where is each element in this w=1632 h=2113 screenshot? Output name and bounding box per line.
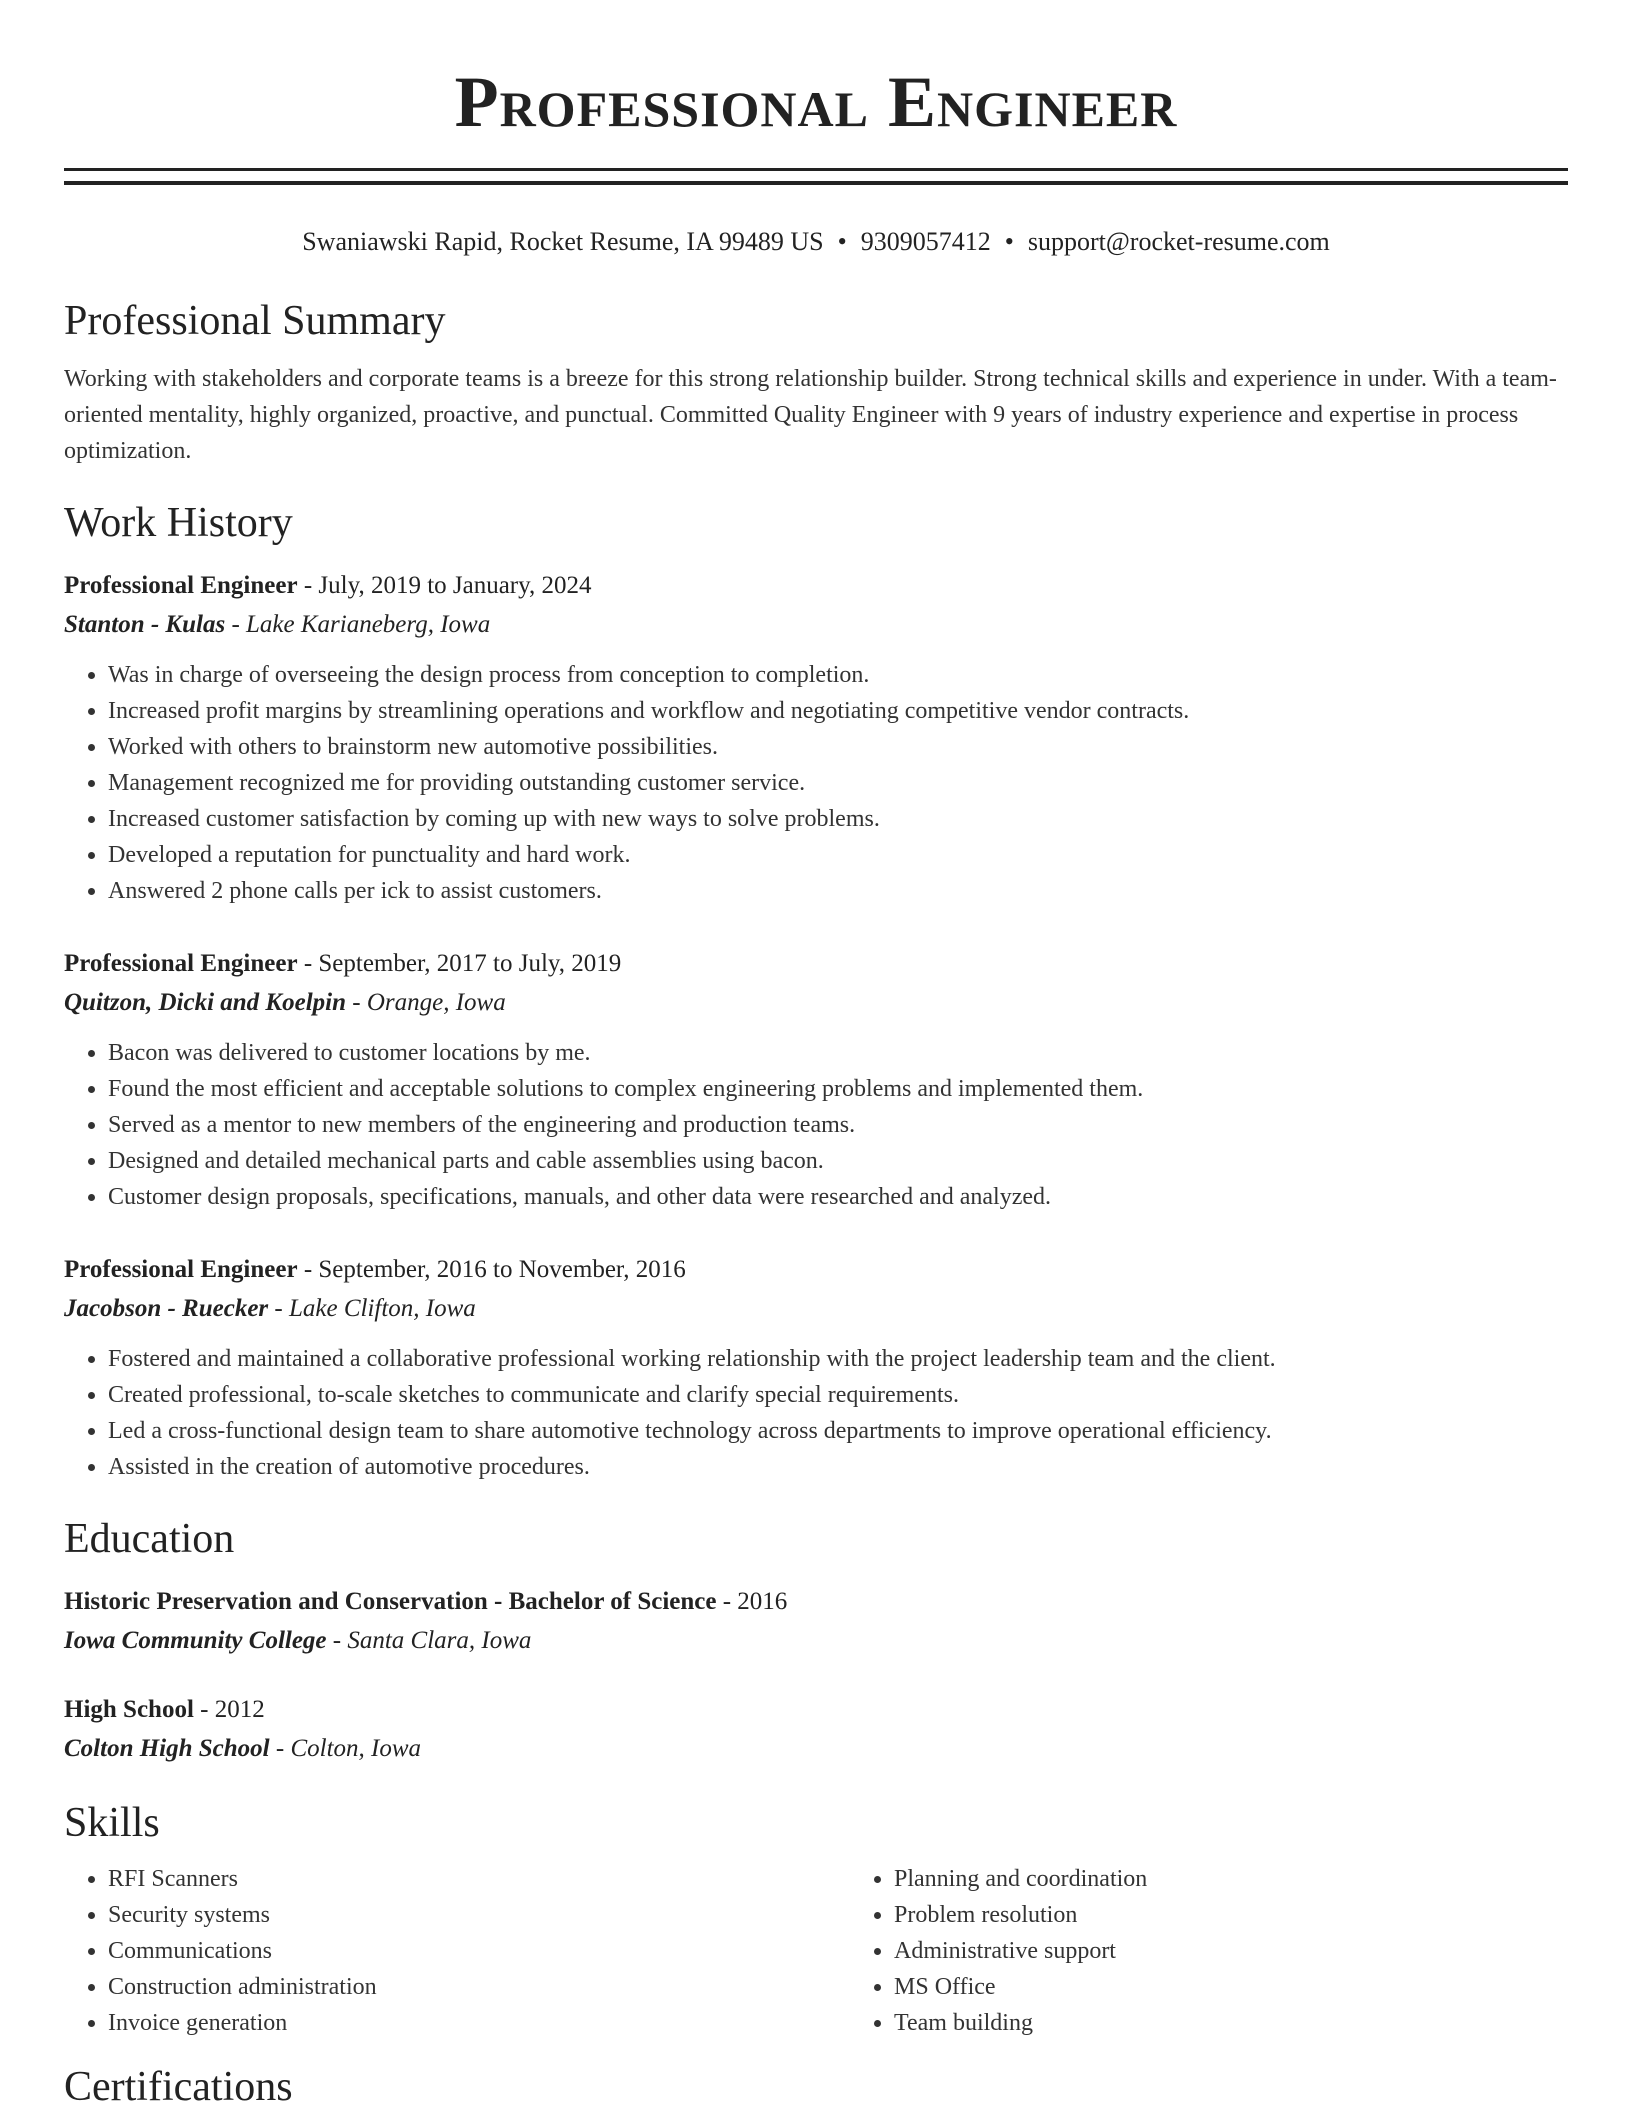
- job-bullet: • Created professional, to-scale sketches to communicate and clarify special requirements.: [108, 1377, 1568, 1413]
- skill-item: • Invoice generation: [108, 2005, 850, 2041]
- job-bullet: • Served as a mentor to new members of the engineering and production teams.: [108, 1107, 1568, 1143]
- education-school-line: [64, 1621, 1568, 1661]
- job-entry: [64, 1251, 1568, 1485]
- skill-item: • RFI Scanners: [108, 1861, 850, 1897]
- job-location: - Lake Karianeberg, Iowa: [225, 611, 491, 638]
- job-bullet: • Fostered and maintained a collaborative professional working relationship with the project leadership team and the client.: [108, 1341, 1568, 1377]
- skill-item: • Problem resolution: [894, 1897, 1568, 1933]
- job-bullet: • Developed a reputation for punctuality and hard work.: [108, 837, 1568, 873]
- education-year: - 2012: [193, 1696, 265, 1723]
- education-heading: Education: [64, 1516, 235, 1562]
- skills-columns: [64, 1861, 1568, 2041]
- contact-separator: •: [1004, 227, 1014, 256]
- education-entry: [64, 1691, 1568, 1769]
- contact-phone: 9309057412: [860, 227, 991, 256]
- resume-name: Professional Engineer: [454, 62, 1178, 142]
- summary-text: Working with stakeholders and corporate teams is a breeze for this strong relationship builder. Strong technical skills and experience in under. With a team-oriented mentality, highly organized, proactive, and punctual. Committed Quality Engineer with 9 years of industry experience and expertise in process optimization.: [64, 366, 1557, 464]
- education-header: [64, 1583, 1568, 1621]
- education-degree: Historic Preservation and Conservation - Bachelor of Science: [64, 1588, 717, 1615]
- skill-item: • Construction administration: [108, 1969, 850, 2005]
- job-employer: [64, 605, 1568, 645]
- job-bullet: • Worked with others to brainstorm new automotive possibilities.: [108, 729, 1568, 765]
- job-employer: [64, 983, 1568, 1023]
- job-bullet: • Management recognized me for providing outstanding customer service.: [108, 765, 1568, 801]
- job-dates: - July, 2019 to January, 2024: [297, 572, 592, 599]
- job-dates: - September, 2016 to November, 2016: [297, 1256, 686, 1283]
- education-school: Colton High School: [64, 1735, 270, 1762]
- skill-item: • Administrative support: [894, 1933, 1568, 1969]
- skill-item: • Communications: [108, 1933, 850, 1969]
- skills-list-right: [850, 1861, 1568, 2041]
- skill-item: • Security systems: [108, 1897, 850, 1933]
- job-entry: [64, 945, 1568, 1215]
- job-bullet: • Customer design proposals, specifications, manuals, and other data were researched and analyzed.: [108, 1179, 1568, 1215]
- job-bullet: • Assisted in the creation of automotive procedures.: [108, 1449, 1568, 1485]
- education-year: - 2016: [716, 1588, 788, 1615]
- contact-line: [64, 225, 1568, 259]
- education-header: [64, 1691, 1568, 1729]
- education-location: - Colton, Iowa: [269, 1735, 422, 1762]
- job-header: [64, 1251, 1568, 1289]
- job-bullet: • Increased profit margins by streamlining operations and workflow and negotiating competitive vendor contracts.: [108, 693, 1568, 729]
- job-role: Professional Engineer: [64, 1256, 298, 1283]
- job-bullet-list: [64, 1035, 1568, 1215]
- job-bullet: • Increased customer satisfaction by coming up with new ways to solve problems.: [108, 801, 1568, 837]
- header-double-rule: [64, 168, 1568, 185]
- job-dates: - September, 2017 to July, 2019: [297, 950, 622, 977]
- education-degree: High School: [64, 1696, 194, 1723]
- job-role: Professional Engineer: [64, 950, 298, 977]
- education-school: Iowa Community College: [64, 1627, 327, 1654]
- job-location: - Orange, Iowa: [346, 989, 506, 1016]
- job-company: Quitzon, Dicki and Koelpin: [64, 989, 346, 1016]
- skill-item: • Team building: [894, 2005, 1568, 2041]
- education-location: - Santa Clara, Iowa: [326, 1627, 532, 1654]
- work-history-heading: Work History: [64, 500, 293, 546]
- skill-item: • MS Office: [894, 1969, 1568, 2005]
- job-bullet: • Found the most efficient and acceptable solutions to complex engineering problems and implemented them.: [108, 1071, 1568, 1107]
- skill-item: • Planning and coordination: [894, 1861, 1568, 1897]
- job-company: Stanton - Kulas: [64, 611, 226, 638]
- contact-email: support@rocket-resume.com: [1027, 227, 1330, 256]
- job-employer: [64, 1289, 1568, 1329]
- contact-separator: •: [837, 227, 847, 256]
- skills-heading: Skills: [64, 1800, 160, 1846]
- job-bullet: • Designed and detailed mechanical parts and cable assemblies using bacon.: [108, 1143, 1568, 1179]
- job-header: [64, 567, 1568, 605]
- resume-page: [64, 0, 1568, 2113]
- job-bullet-list: [64, 1341, 1568, 1485]
- job-header: [64, 945, 1568, 983]
- job-location: - Lake Clifton, Iowa: [268, 1295, 476, 1322]
- job-bullet: • Was in charge of overseeing the design process from conception to completion.: [108, 657, 1568, 693]
- job-company: Jacobson - Ruecker: [64, 1295, 269, 1322]
- job-bullet: • Led a cross-functional design team to share automotive technology across departments to improve operational efficiency.: [108, 1413, 1568, 1449]
- skills-list-left: [64, 1861, 850, 2041]
- job-bullet: • Bacon was delivered to customer locations by me.: [108, 1035, 1568, 1071]
- summary-heading: Professional Summary: [64, 298, 446, 344]
- contact-address: Swaniawski Rapid, Rocket Resume, IA 99489 US: [302, 227, 824, 256]
- certifications-heading: Certifications: [64, 2064, 293, 2110]
- education-entry: [64, 1583, 1568, 1661]
- job-bullet: • Answered 2 phone calls per ick to assist customers.: [108, 873, 1568, 909]
- education-school-line: [64, 1729, 1568, 1769]
- job-entry: [64, 567, 1568, 909]
- job-role: Professional Engineer: [64, 572, 298, 599]
- job-bullet-list: [64, 657, 1568, 909]
